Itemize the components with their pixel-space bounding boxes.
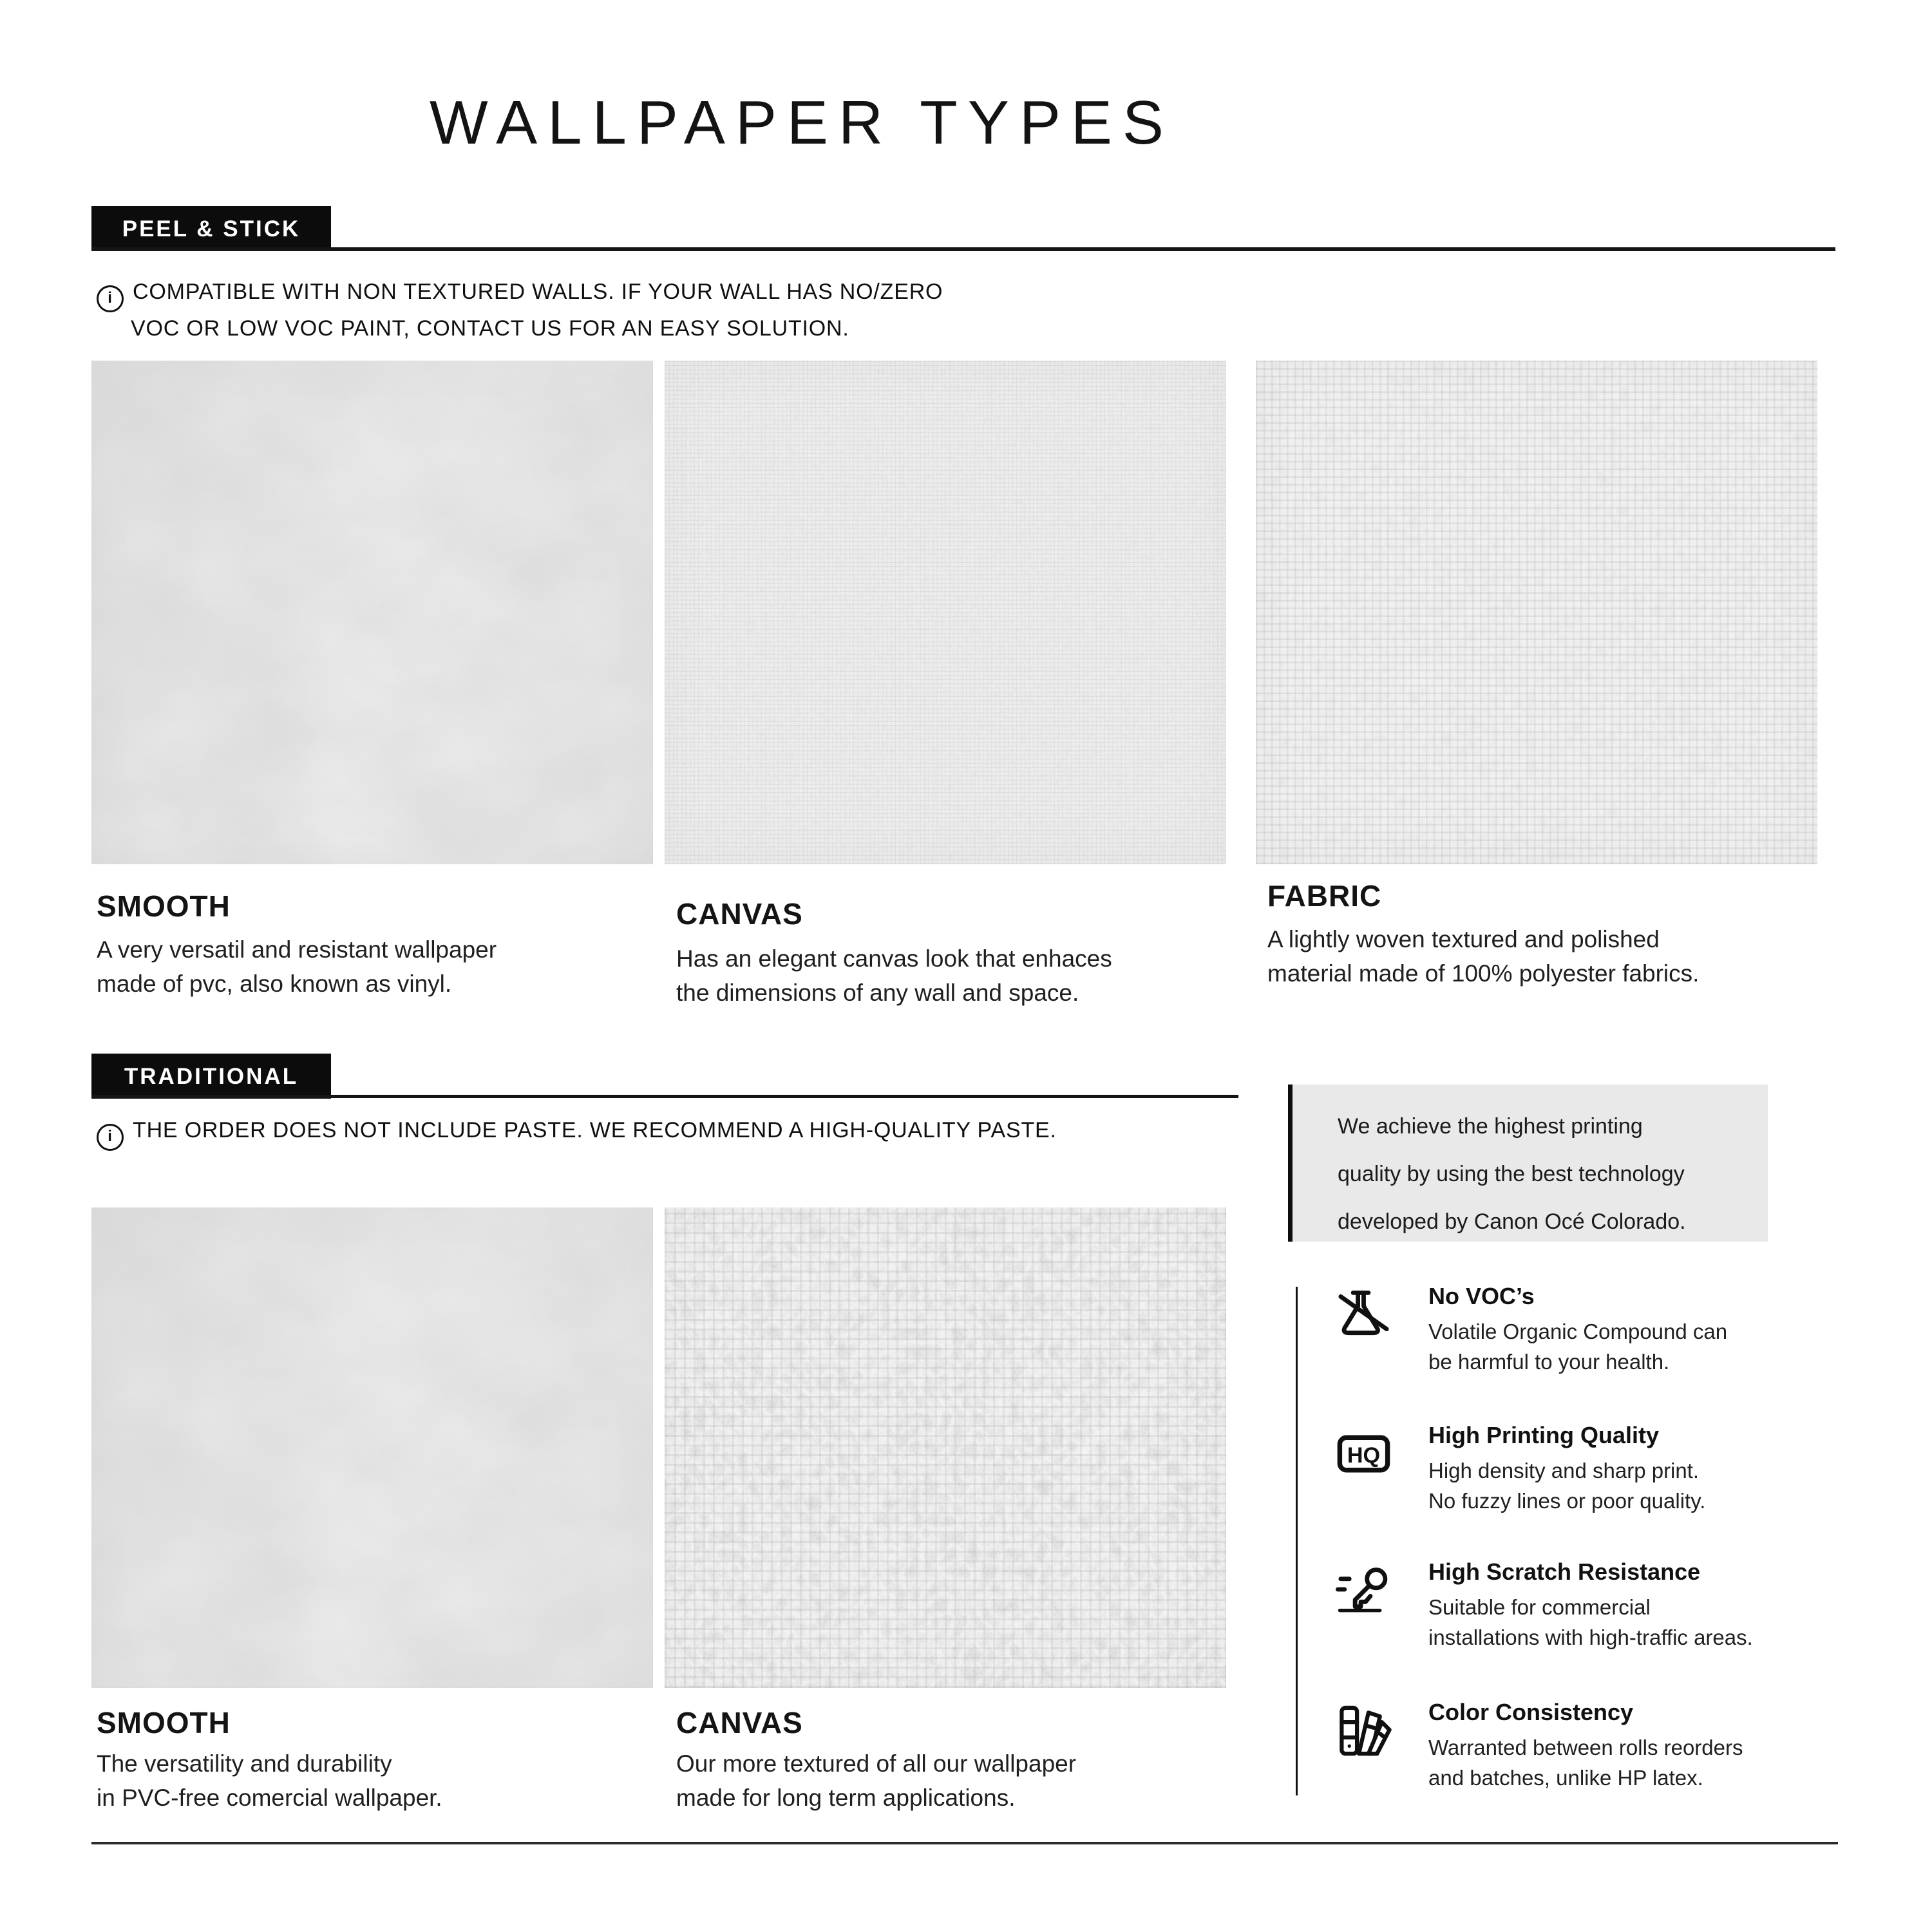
swatch-desc-smooth: A very versatil and resistant wallpaper made of pvc, also known as vinyl. bbox=[97, 936, 497, 997]
swatch-label-traditional-canvas: CANVAS bbox=[676, 1706, 803, 1739]
feature-color-consistency bbox=[1333, 1699, 1848, 1793]
peel-stick-note bbox=[97, 276, 943, 345]
feature-title: Color Consistency bbox=[1428, 1699, 1634, 1725]
section-badge-peel-stick: PEEL & STICK bbox=[91, 206, 331, 251]
swatch-label-smooth: SMOOTH bbox=[97, 889, 231, 923]
page-title: WALLPAPER TYPES bbox=[430, 88, 1174, 157]
swatch-image-peel-fabric bbox=[1256, 361, 1817, 864]
info-icon: i bbox=[97, 1124, 124, 1151]
hq-badge-icon bbox=[1333, 1423, 1394, 1484]
flask-crossed-icon bbox=[1333, 1284, 1394, 1345]
swatch-label-canvas: CANVAS bbox=[676, 897, 803, 931]
feature-no-voc bbox=[1333, 1283, 1848, 1377]
peel-stick-note-line1: COMPATIBLE WITH NON TEXTURED WALLS. IF YOUR WALL HAS NO/ZERO bbox=[133, 279, 943, 304]
swatch-image-traditional-canvas bbox=[665, 1208, 1226, 1688]
feature-high-printing-quality bbox=[1333, 1422, 1848, 1516]
swatch-label-traditional-smooth: SMOOTH bbox=[97, 1706, 231, 1739]
traditional-note bbox=[97, 1114, 1057, 1151]
canvas-texture-noise bbox=[665, 361, 1226, 864]
swatch-desc-canvas: Has an elegant canvas look that enhaces the dimensions of any wall and space. bbox=[676, 945, 1112, 1006]
swatch-image-peel-smooth bbox=[91, 361, 653, 864]
swatch-image-peel-canvas bbox=[665, 361, 1226, 864]
feature-high-scratch-resistance bbox=[1333, 1558, 1848, 1653]
peel-stick-note-line2: VOC OR LOW VOC PAINT, CONTACT US FOR AN EASY SOLUTION. bbox=[131, 316, 849, 341]
traditional-note-text: THE ORDER DOES NOT INCLUDE PASTE. WE RECOMMEND A HIGH-QUALITY PASTE. bbox=[133, 1118, 1057, 1142]
feature-body: Suitable for commercial installations with high-traffic areas. bbox=[1428, 1595, 1753, 1649]
fabric-texture-noise bbox=[1256, 361, 1817, 864]
swatch-desc-traditional-smooth: The versatility and durability in PVC-free comercial wallpaper. bbox=[97, 1750, 442, 1811]
traditional-divider-line bbox=[91, 1095, 1238, 1098]
peel-stick-divider-line bbox=[91, 247, 1835, 251]
rough-canvas-texture-noise bbox=[665, 1208, 1226, 1688]
swatch-desc-traditional-canvas: Our more textured of all our wallpaper made for long term applications. bbox=[676, 1750, 1077, 1811]
feature-title: No VOC’s bbox=[1428, 1283, 1535, 1309]
swatch-desc-fabric: A lightly woven textured and polished material made of 100% polyester fabrics. bbox=[1267, 926, 1700, 987]
printing-quality-text: We achieve the highest printing quality by using the best technology developed by Canon Océ Colorado. bbox=[1338, 1114, 1686, 1234]
swatch-image-traditional-smooth bbox=[91, 1208, 653, 1688]
feature-body: Warranted between rolls reorders and batches, unlike HP latex. bbox=[1428, 1736, 1743, 1790]
info-icon: i bbox=[97, 285, 124, 312]
svg-text:HQ: HQ bbox=[1347, 1443, 1381, 1468]
swatch-label-fabric: FABRIC bbox=[1267, 879, 1382, 913]
printing-quality-panel bbox=[1288, 1084, 1768, 1242]
section-badge-traditional: TRADITIONAL bbox=[91, 1054, 331, 1099]
feature-title: High Scratch Resistance bbox=[1428, 1558, 1701, 1585]
smooth-texture-noise bbox=[91, 361, 653, 864]
swatchbook-icon bbox=[1333, 1700, 1394, 1761]
key-icon bbox=[1333, 1560, 1394, 1621]
feature-body: High density and sharp print. No fuzzy lines or poor quality. bbox=[1428, 1459, 1706, 1513]
smooth-texture-noise bbox=[91, 1208, 653, 1688]
feature-title: High Printing Quality bbox=[1428, 1422, 1659, 1448]
bottom-divider-line bbox=[91, 1842, 1838, 1844]
features-vertical-rule bbox=[1296, 1287, 1298, 1795]
feature-body: Volatile Organic Compound can be harmful to your health. bbox=[1428, 1320, 1728, 1374]
